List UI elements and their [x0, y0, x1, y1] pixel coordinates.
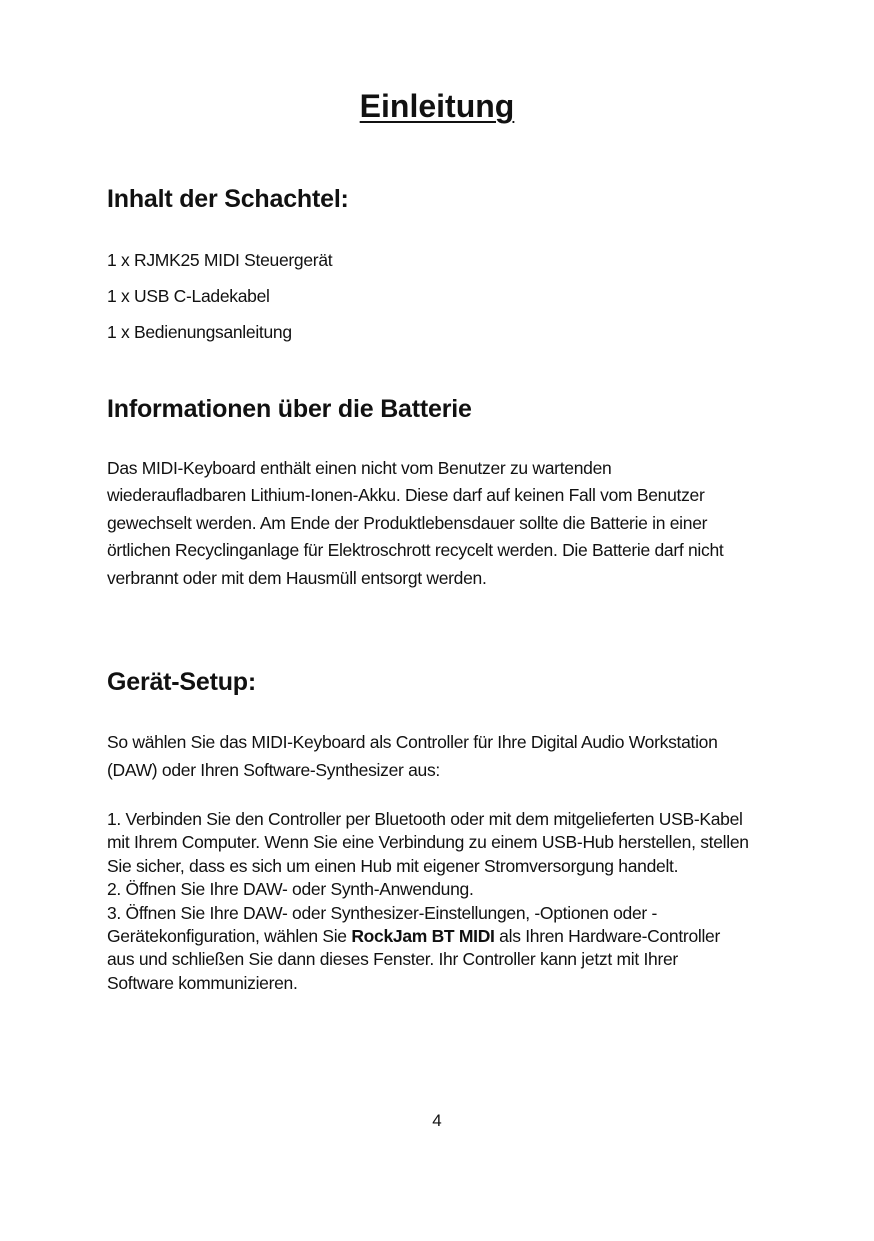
battery-paragraph: [107, 455, 787, 592]
setup-heading: Gerät-Setup:: [107, 668, 257, 696]
device-name: RockJam BT MIDI: [351, 926, 495, 947]
battery-line: örtlichen Recyclinganlage für Elektroschrott recycelt werden. Die Batterie darf nicht: [107, 540, 724, 561]
step-3-line: aus und schließen Sie dann dieses Fenster. Ihr Controller kann jetzt mit Ihrer: [107, 949, 678, 970]
step-3-line: [107, 925, 807, 948]
box-contents-heading: Inhalt der Schachtel:: [107, 185, 349, 213]
step-3-line: 3. Öffnen Sie Ihre DAW- oder Synthesizer-Einstellungen, -Optionen oder -: [107, 902, 658, 923]
battery-line: Das MIDI-Keyboard enthält einen nicht vom Benutzer zu wartenden: [107, 458, 612, 478]
step-3-text-pre: Gerätekonfiguration, wählen Sie: [107, 926, 352, 947]
setup-intro-line: So wählen Sie das MIDI-Keyboard als Controller für Ihre Digital Audio Workstation: [107, 732, 718, 752]
step-3-line: Software kommunizieren.: [107, 972, 298, 993]
step-3-text-post: als Ihren Hardware-Controller: [494, 926, 721, 947]
battery-line: wiederaufladbaren Lithium-Ionen-Akku. Diese darf auf keinen Fall vom Benutzer: [107, 485, 705, 506]
battery-line: verbrannt oder mit dem Hausmüll entsorgt werden.: [107, 567, 487, 588]
battery-heading: Informationen über die Batterie: [107, 395, 472, 423]
box-contents-item: 1 x RJMK25 MIDI Steuergerät: [107, 250, 333, 270]
step-1-line: mit Ihrem Computer. Wenn Sie eine Verbindung zu einem USB-Hub herstellen, stellen: [107, 832, 749, 853]
box-contents-item: 1 x Bedienungsanleitung: [107, 322, 292, 342]
setup-intro-line: (DAW) oder Ihren Software-Synthesizer aus:: [107, 760, 440, 780]
step-1-line: Sie sicher, dass es sich um einen Hub mit eigener Stromversorgung handelt.: [107, 855, 679, 876]
battery-line: gewechselt werden. Am Ende der Produktlebensdauer sollte die Batterie in einer: [107, 512, 708, 533]
page-title: Einleitung: [359, 88, 515, 124]
setup-steps: [107, 808, 807, 995]
step-2: 2. Öffnen Sie Ihre DAW- oder Synth-Anwendung.: [107, 879, 474, 900]
box-contents-item: 1 x USB C-Ladekabel: [107, 286, 270, 306]
setup-intro: [107, 728, 787, 784]
step-1-line: 1. Verbinden Sie den Controller per Bluetooth oder mit dem mitgelieferten USB-Kabel: [107, 809, 743, 829]
page-number: 4: [432, 1111, 442, 1130]
